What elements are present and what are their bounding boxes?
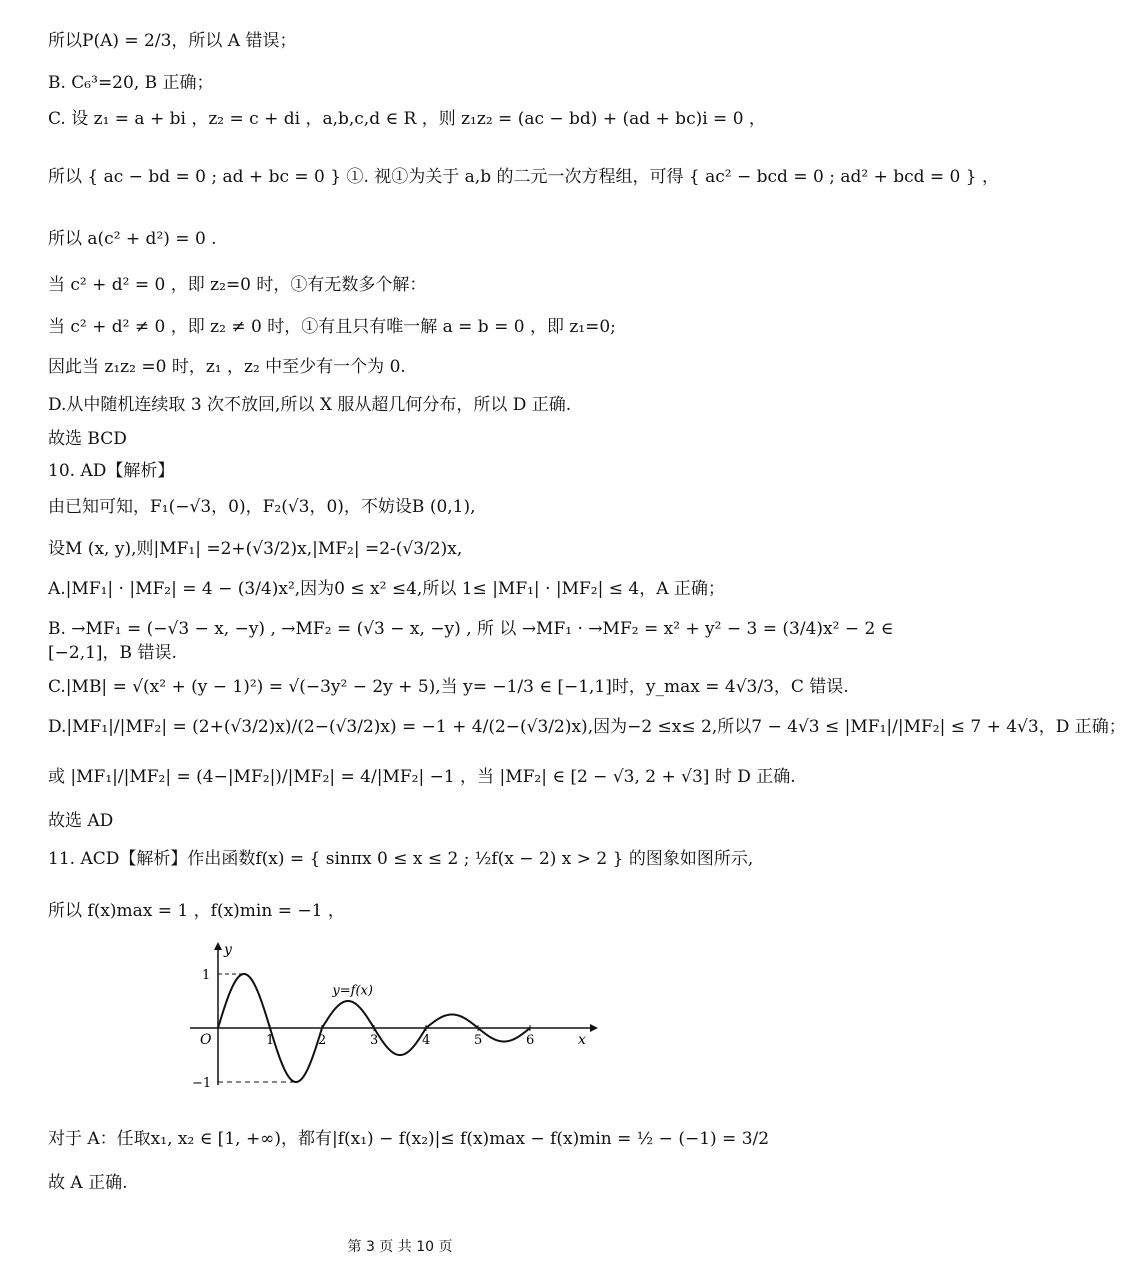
function-graph bbox=[190, 940, 610, 1090]
text-line: 因此当 z₁z₂ =0 时，z₁ ，z₂ 中至少有一个为 0. bbox=[48, 357, 406, 377]
y-tick-label: −1 bbox=[192, 1076, 212, 1091]
text-line: B. C₆³=20, B 正确； bbox=[48, 73, 214, 93]
text-line: C.|MB| = √(x² + (y − 1)²) = √(−3y² − 2y + 5),当 y= −1/3 ∈ [−1,1]时，y_max = 4√3/3，C 错误. bbox=[48, 677, 849, 697]
text-line: 所以 f(x)max = 1 ，f(x)min = −1 ， bbox=[48, 901, 345, 921]
origin-label: O bbox=[200, 1032, 212, 1048]
text-line: 故 A 正确. bbox=[48, 1173, 128, 1193]
text-line: 由已知可知，F₁(−√3，0)，F₂(√3，0)，不妨设B (0,1), bbox=[48, 497, 476, 517]
curve-label: y=f(x) bbox=[332, 983, 373, 999]
text-line: 故选 AD bbox=[48, 811, 114, 831]
x-tick-label: 4 bbox=[422, 1033, 431, 1048]
text-line: 设M (x, y),则|MF₁| =2+(√3/2)x,|MF₂| =2-(√3/2)x, bbox=[48, 539, 463, 559]
function-graph-svg bbox=[190, 940, 610, 1090]
text-line: C. 设 z₁ = a + bi ，z₂ = c + di ，a,b,c,d ∈ R ，则 z₁z₂ = (ac − bd) + (ad + bc)i = 0 ， bbox=[48, 109, 766, 129]
y-axis-label: y bbox=[224, 942, 232, 958]
text-line: 当 c² + d² = 0 ，即 z₂=0 时，①有无数多个解： bbox=[48, 275, 427, 295]
section-heading: 10. AD【解析】 bbox=[48, 461, 175, 481]
text-line: 对于 A：任取x₁, x₂ ∈ [1, +∞)，都有|f(x₁) − f(x₂)|≤ f(x)max − f(x)min = ½ − (−1) = 3/2 bbox=[48, 1129, 770, 1149]
text-line: 故选 BCD bbox=[48, 429, 127, 449]
x-tick-label: 1 bbox=[266, 1033, 275, 1048]
text-line: 所以P(A) = 2/3，所以 A 错误； bbox=[48, 31, 297, 51]
text-line: D.从中随机连续取 3 次不放回,所以 X 服从超几何分布，所以 D 正确. bbox=[48, 395, 572, 415]
x-axis-label: x bbox=[578, 1032, 586, 1048]
x-tick-label: 2 bbox=[318, 1033, 327, 1048]
text-line: 所以 { ac − bd = 0 ; ad + bc = 0 } ①. 视①为关于 a,b 的二元一次方程组，可得 { ac² − bcd = 0 ; ad² + bcd = 0 } ， bbox=[48, 167, 999, 187]
text-line: [−2,1]，B 错误. bbox=[48, 643, 177, 663]
text-line: 所以 a(c² + d²) = 0 . bbox=[48, 229, 217, 249]
text-line: B. →MF₁ = (−√3 − x, −y) , →MF₂ = (√3 − x, −y) , 所 以 →MF₁ · →MF₂ = x² + y² − 3 = (3/4)x² − 2 ∈ bbox=[48, 619, 894, 639]
x-tick-label: 6 bbox=[526, 1033, 535, 1048]
text-line: A.|MF₁| · |MF₂| = 4 − (3/4)x²,因为0 ≤ x² ≤4,所以 1≤ |MF₁| · |MF₂| ≤ 4，A 正确； bbox=[48, 579, 725, 599]
text-line: 或 |MF₁|/|MF₂| = (4−|MF₂|)/|MF₂| = 4/|MF₂| −1 ，当 |MF₂| ∈ [2 − √3, 2 + √3] 时 D 正确. bbox=[48, 767, 796, 787]
text-line: D.|MF₁|/|MF₂| = (2+(√3/2)x)/(2−(√3/2)x) = −1 + 4/(2−(√3/2)x),因为−2 ≤x≤ 2,所以7 − 4√3 ≤ |MF₁|/|MF₂| ≤ 7 + 4√3，D 正确； bbox=[48, 717, 1126, 737]
x-tick-label: 3 bbox=[370, 1033, 379, 1048]
section-heading: 11. ACD【解析】作出函数f(x) = { sinπx 0 ≤ x ≤ 2 ; ½f(x − 2) x > 2 } 的图象如图所示, bbox=[48, 849, 754, 869]
text-line: 当 c² + d² ≠ 0 ，即 z₂ ≠ 0 时，①有且只有唯一解 a = b = 0 ，即 z₁=0; bbox=[48, 317, 616, 337]
x-tick-label: 5 bbox=[474, 1033, 483, 1048]
x-axis-arrow bbox=[590, 1024, 598, 1032]
y-axis-arrow bbox=[214, 942, 222, 950]
page-footer: 第 3 页 共 10 页 bbox=[347, 1239, 453, 1255]
y-tick-label: 1 bbox=[202, 968, 211, 983]
